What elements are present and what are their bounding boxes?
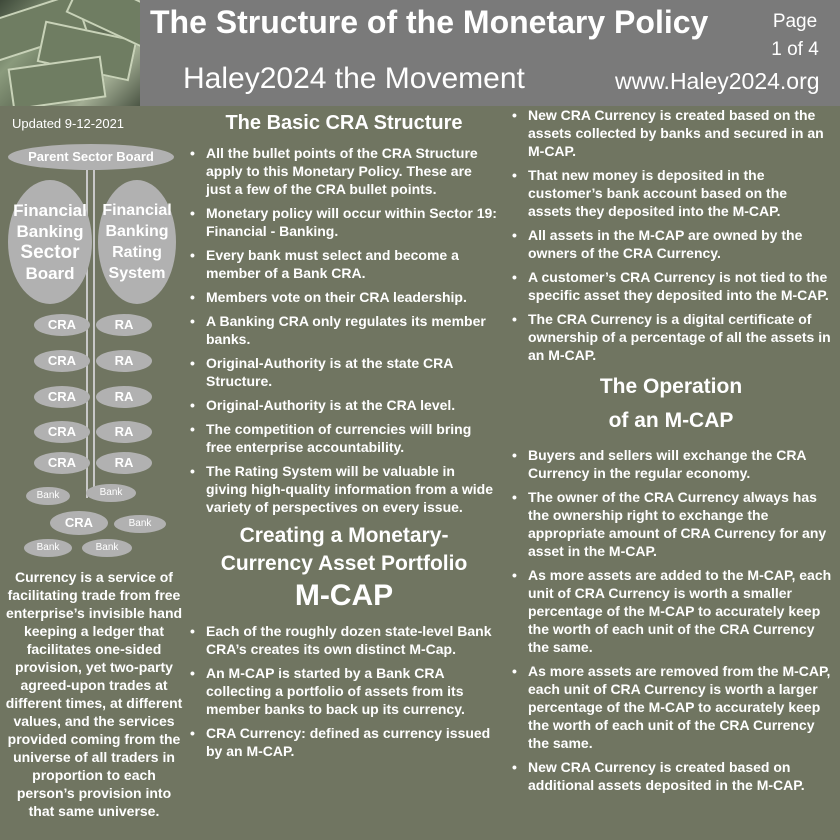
basic-cra-structure-heading: The Basic CRA Structure [225, 112, 463, 134]
bank-node: Bank [24, 539, 72, 557]
currency-creation-list [510, 106, 832, 364]
list-item: • The CRA Currency is a digital certificate of ownership of a percentage of all the assets in an M-CAP. [510, 310, 832, 364]
list-item: • Buyers and sellers will exchange the CRA Currency in the regular economy. [510, 446, 832, 482]
money-photo [0, 0, 140, 106]
list-item: • Every bank must select and become a member of a Bank CRA. [188, 246, 500, 282]
list-item: • New CRA Currency is created based on additional assets deposited in the M-CAP. [510, 758, 832, 794]
structure-diagram [0, 106, 186, 840]
middle-column [188, 114, 500, 766]
bank-node: Bank [82, 539, 132, 557]
page-label: Page [772, 11, 818, 32]
cra-hub-node: CRA [50, 511, 108, 535]
cra-node: CRA [34, 386, 90, 408]
list-item: • Members vote on their CRA leadership. [188, 288, 500, 306]
list-item: • CRA Currency: defined as currency issued by an M-CAP. [188, 724, 500, 760]
operation-list [510, 446, 832, 794]
financial-banking-sector-board: Financial Banking Sector Board [8, 180, 92, 304]
bank-node: Bank [114, 515, 166, 533]
list-item: • A customer’s CRA Currency is not tied to the specific asset they deposited into the M-CAP. [510, 268, 832, 304]
list-item: • The owner of the CRA Currency always has the ownership right to exchange the appropriate amount of CRA Currency for any asset in the M-CAP. [510, 488, 832, 560]
list-item: • The Rating System will be valuable in giving high-quality information from a wide variety of perspectives on every issue. [188, 462, 500, 516]
operation-heading-line2: of an M-CAP [608, 409, 734, 432]
mcap-list [188, 622, 500, 760]
right-column [510, 106, 832, 800]
mcap-heading-line1: Creating a Monetary- [239, 524, 449, 547]
list-item: • The competition of currencies will bring free enterprise accountability. [188, 420, 500, 456]
mcap-heading-line2: Currency Asset Portfolio [220, 552, 468, 575]
mcap-heading-line3: M-CAP [294, 579, 394, 612]
connector-line [93, 168, 95, 498]
list-item: • That new money is deposited in the customer’s bank account based on the assets they deposited into the M-CAP. [510, 166, 832, 220]
ra-node: RA [96, 421, 152, 443]
list-item: • Original-Authority is at the CRA level. [188, 396, 500, 414]
bank-node: Bank [86, 484, 136, 502]
cra-node: CRA [34, 314, 90, 336]
list-item: • As more assets are added to the M-CAP, each unit of CRA Currency is worth a smaller percentage of the M-CAP to accurately keep the worth of each unit of the CRA Currency the same. [510, 566, 832, 656]
list-item: • As more assets are removed from the M-CAP, each unit of CRA Currency is worth a larger percentage of the M-CAP to accurately keep the worth of each unit of the CRA Currency the same. [510, 662, 832, 752]
operation-heading-line1: The Operation [599, 375, 743, 398]
ra-node: RA [96, 314, 152, 336]
cra-node: CRA [34, 452, 90, 474]
header-banner [0, 0, 840, 106]
list-item: • New CRA Currency is created based on the assets collected by banks and secured in an M-CAP. [510, 106, 832, 160]
list-item: • Monetary policy will occur within Sector 19: Financial - Banking. [188, 204, 500, 240]
currency-definition-text: Currency is a service of facilitating trade from free enterprise’s invisible hand keeping a ledger that facilitates one-sided provision, yet two-party agreed-upon trades at different times, at different values, and the services provided coming from the universe of all traders in proportion to each person’s provision into that same universe. [5, 569, 183, 819]
ra-node: RA [96, 386, 152, 408]
financial-banking-rating-system: Financial Banking Rating System [98, 180, 176, 304]
page-title: The Structure of the Monetary Policy [150, 4, 709, 40]
list-item: • Original-Authority is at the state CRA Structure. [188, 354, 500, 390]
page-number [755, 8, 835, 64]
parent-sector-board: Parent Sector Board [8, 144, 174, 170]
banknote-image [8, 56, 107, 106]
list-item: • All the bullet points of the CRA Structure apply to this Monetary Policy. These are just a few of the CRA bullet points. [188, 144, 500, 198]
ra-node: RA [96, 452, 152, 474]
ra-node: RA [96, 350, 152, 372]
list-item: • Each of the roughly dozen state-level Bank CRA’s creates its own distinct M-Cap. [188, 622, 500, 658]
cra-node: CRA [34, 421, 90, 443]
list-item: • A Banking CRA only regulates its member banks. [188, 312, 500, 348]
list-item: • All assets in the M-CAP are owned by the owners of the CRA Currency. [510, 226, 832, 262]
cra-structure-list [188, 144, 500, 516]
updated-date: Updated 9-12-2021 [12, 116, 125, 131]
page-count: 1 of 4 [771, 39, 819, 60]
page-subtitle: Haley2024 the Movement [183, 62, 525, 95]
website-url: www.Haley2024.org [615, 68, 820, 94]
list-item: • An M-CAP is started by a Bank CRA collecting a portfolio of assets from its member banks to back up its currency. [188, 664, 500, 718]
cra-node: CRA [34, 350, 90, 372]
bank-node: Bank [26, 487, 70, 505]
